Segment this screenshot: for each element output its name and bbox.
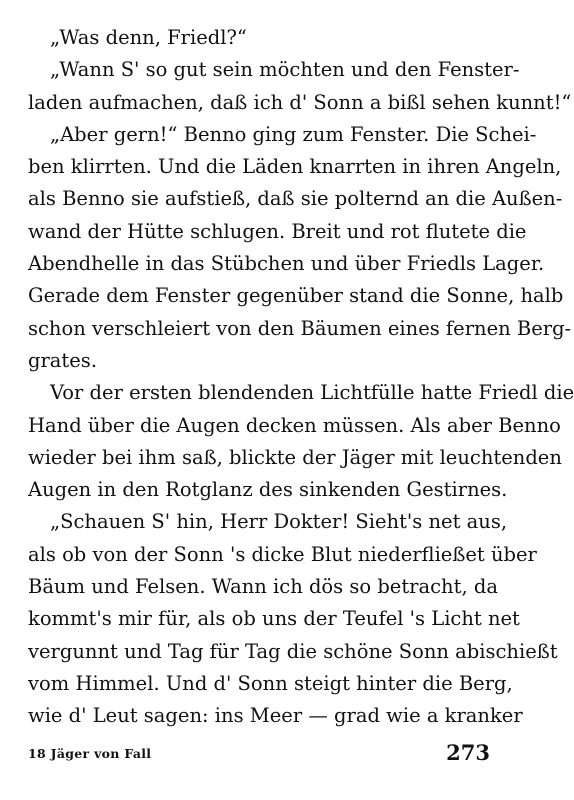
text-line: „Was denn, Friedl?“ <box>50 26 247 49</box>
text-line: kommt's mir für, als ob uns der Teufel 's Licht net <box>28 607 520 631</box>
text-line: Abendhelle in das Stübchen und über Friedls Lager. <box>28 252 545 276</box>
text-line: ben klirrten. Und die Läden knarrten in ihren Angeln, <box>28 155 562 179</box>
text-line: als ob von der Sonn 's dicke Blut niederfließet über <box>28 542 537 566</box>
text-line: laden aufmachen, daß ich d' Sonn a bißl sehen kunnt!“ <box>28 90 572 114</box>
text-line: „Wann S' so gut sein möchten und den Fenster- <box>50 58 520 82</box>
text-line: schon verschleiert von den Bäumen eines fernen Berg- <box>28 316 572 340</box>
text-line: „Schauen S' hin, Herr Dokter! Sieht's net aus, <box>50 510 508 534</box>
text-line: wand der Hütte schlugen. Breit und rot flutete die <box>28 219 527 243</box>
text-line: wie d' Leut sagen: ins Meer — grad wie a kranker <box>28 704 523 728</box>
text-line: „Aber gern!“ Benno ging zum Fenster. Die Schei- <box>50 122 537 146</box>
text-line: grates. <box>28 348 98 372</box>
text-line: als Benno sie aufstieß, daß sie polternd an die Außen- <box>28 187 563 211</box>
printer-signature: 18 Jäger von Fall <box>28 746 152 761</box>
body-text <box>28 22 574 733</box>
text-line: vom Himmel. Und d' Sonn steigt hinter die Berg, <box>28 671 513 695</box>
text-line: Bäum und Felsen. Wann ich dös so betracht, da <box>28 575 498 599</box>
text-line: Gerade dem Fenster gegenüber stand die Sonne, halb <box>28 284 564 308</box>
page-number: 273 <box>446 740 490 765</box>
text-line: Hand über die Augen decken müssen. Als aber Benno <box>28 413 561 437</box>
text-line: Augen in den Rotglanz des sinkenden Gestirnes. <box>28 478 508 502</box>
text-line: Vor der ersten blendenden Lichtfülle hatte Friedl die <box>50 381 574 405</box>
text-line: wieder bei ihm saß, blickte der Jäger mit leuchtenden <box>28 445 562 469</box>
text-line: vergunnt und Tag für Tag die schöne Sonn abischießt <box>28 639 558 663</box>
page-footer <box>28 740 490 770</box>
